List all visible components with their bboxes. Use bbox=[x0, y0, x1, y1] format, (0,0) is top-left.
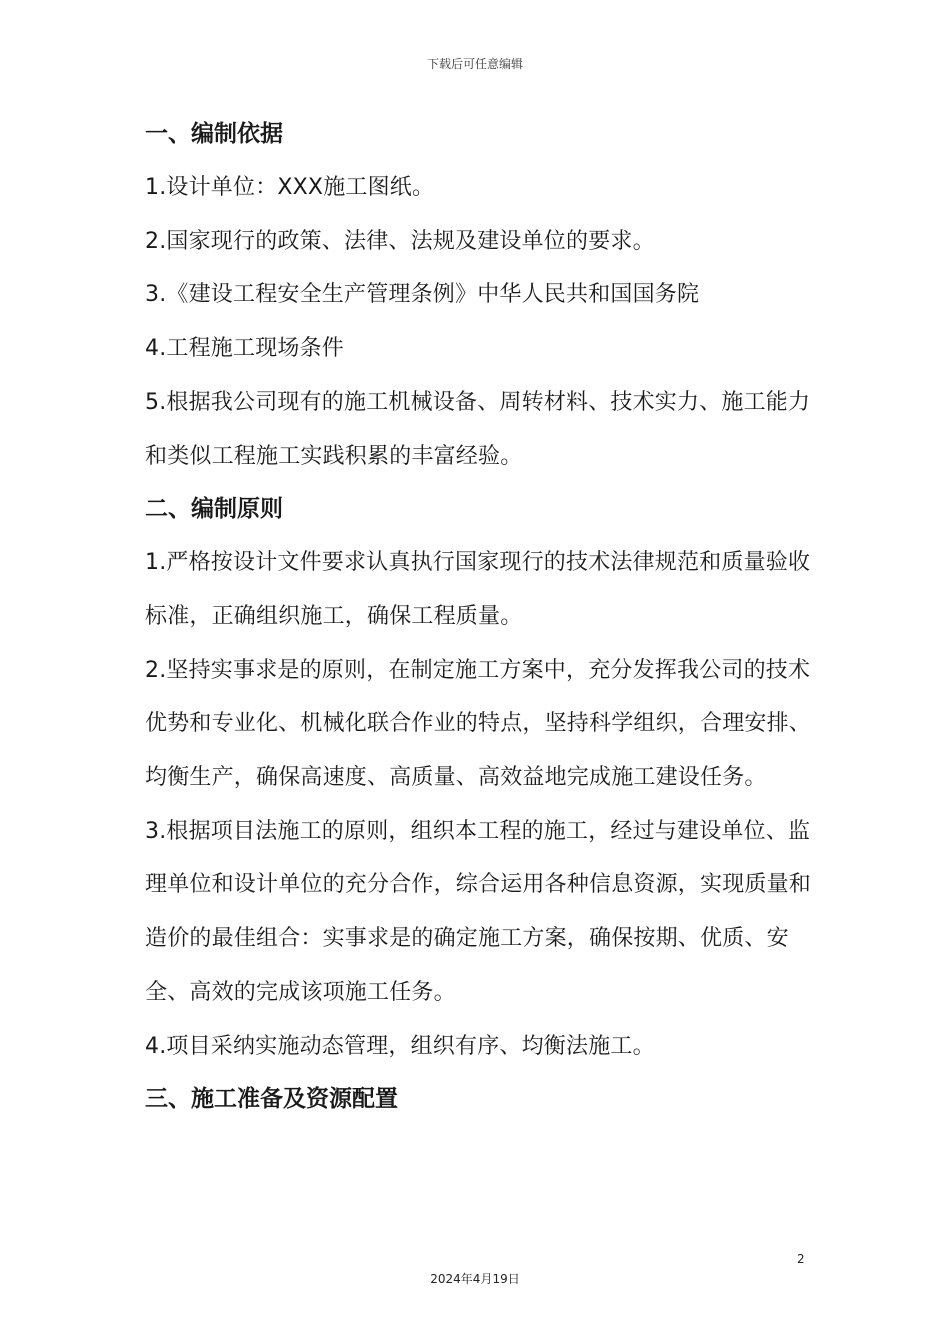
document-body bbox=[145, 108, 820, 1126]
paragraph: 3.根据项目法施工的原则，组织本工程的施工，经过与建设单位、监理单位和设计单位的充分合作，综合运用各种信息资源，实现质量和造价的最佳组合：实事求是的确定施工方案，确保按期、优质、安全、高效的完成该项施工任务。 bbox=[145, 818, 812, 1005]
page-number: 2 bbox=[797, 1252, 805, 1266]
paragraph: 1.严格按设计文件要求认真执行国家现行的技术法律规范和质量验收标准，正确组织施工，确保工程质量。 bbox=[145, 550, 811, 629]
paragraph: 2.坚持实事求是的原则，在制定施工方案中，充分发挥我公司的技术优势和专业化、机械化联合作业的特点，坚持科学组织，合理安排、均衡生产，确保高速度、高质量、高效益地完成施工建设任务。 bbox=[145, 657, 812, 791]
paragraph: 4.项目采纳实施动态管理，组织有序、均衡法施工。 bbox=[145, 1033, 655, 1059]
section-heading: 一、编制依据 bbox=[145, 121, 283, 147]
paragraph: 2.国家现行的政策、法律、法规及建设单位的要求。 bbox=[145, 228, 655, 254]
section-principles bbox=[145, 483, 820, 1073]
paragraph: 3.《建设工程安全生产管理条例》中华人民共和国国务院 bbox=[145, 282, 700, 308]
section-basis bbox=[145, 108, 820, 483]
section-heading: 二、编制原则 bbox=[145, 496, 283, 523]
section-preparation bbox=[145, 1073, 820, 1126]
paragraph: 1.设计单位：XXX施工图纸。 bbox=[145, 175, 435, 200]
page-header: 下载后可任意编辑 bbox=[426, 57, 523, 71]
page-footer-date: 2024年4月19日 bbox=[430, 1272, 520, 1286]
section-heading: 三、施工准备及资源配置 bbox=[145, 1086, 398, 1113]
paragraph: 5.根据我公司现有的施工机械设备、周转材料、技术实力、施工能力和类似工程施工实践积累的丰富经验。 bbox=[145, 389, 811, 469]
paragraph: 4.工程施工现场条件 bbox=[145, 336, 344, 362]
